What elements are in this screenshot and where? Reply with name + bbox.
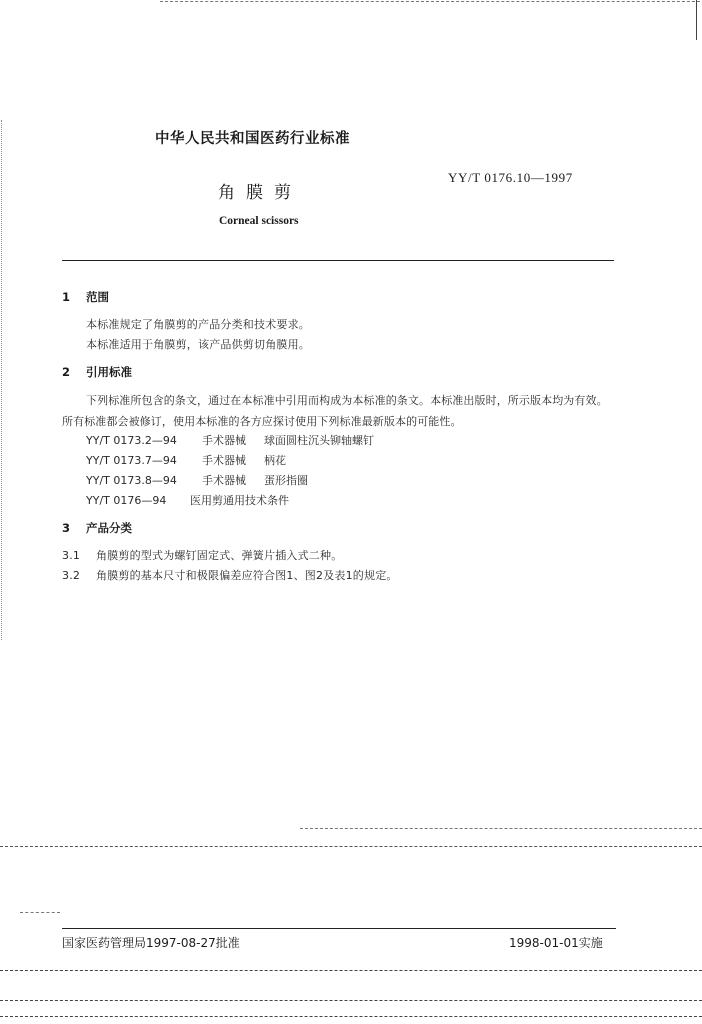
section-1-heading xyxy=(62,289,109,305)
clause-number: 3.1 xyxy=(62,549,81,562)
standard-number: YY/T 0176.10—1997 xyxy=(448,170,573,185)
approval-date: 国家医药管理局1997-08-27批准 xyxy=(62,936,240,950)
scan-dash-line xyxy=(300,828,702,829)
section-2-heading xyxy=(62,364,132,380)
reference-item xyxy=(86,472,308,488)
reference-name: 柄花 xyxy=(264,454,286,467)
reference-category: 手术器械 xyxy=(202,474,246,487)
section-3-heading xyxy=(62,520,132,536)
scan-dash-line xyxy=(0,1000,702,1001)
reference-code: YY/T 0173.8—94 xyxy=(86,474,177,487)
section-title: 产品分类 xyxy=(86,521,132,535)
reference-name: 蛋形指圈 xyxy=(264,474,308,487)
effective-date: 1998-01-01实施 xyxy=(509,936,603,950)
scope-paragraph-2: 本标准适用于角膜剪，该产品供剪切角膜用。 xyxy=(86,338,310,351)
references-intro: 下列标准所包含的条文，通过在本标准中引用而构成为本标准的条文。本标准出版时，所示版本均为有效。所有标准都会被修订，使用本标准的各方应探讨使用下列标准最新版本的可能性。 xyxy=(62,394,608,428)
reference-code: YY/T 0176—94 xyxy=(86,494,167,507)
section-number: 1 xyxy=(62,290,71,304)
scan-dash-line xyxy=(20,912,60,913)
section-title: 引用标准 xyxy=(86,365,132,379)
reference-item xyxy=(86,492,289,508)
section-title: 范围 xyxy=(86,290,109,304)
scan-dash-line xyxy=(0,970,702,971)
header-divider xyxy=(62,260,614,261)
scan-edge-mark xyxy=(696,0,697,40)
clause-3-2 xyxy=(62,567,398,583)
document-title: 角膜剪 xyxy=(218,183,302,203)
scan-dash-line xyxy=(0,1016,702,1017)
footer-divider xyxy=(62,928,616,929)
clause-3-1 xyxy=(62,547,342,563)
clause-number: 3.2 xyxy=(62,569,81,582)
reference-code: YY/T 0173.7—94 xyxy=(86,454,177,467)
reference-item xyxy=(86,432,374,448)
reference-item xyxy=(86,452,286,468)
reference-category: 手术器械 xyxy=(202,454,246,467)
clause-text: 角膜剪的基本尺寸和极限偏差应符合图1、图2及表1的规定。 xyxy=(96,569,398,582)
scan-dash-line xyxy=(160,1,700,2)
issuing-organization: 中华人民共和国医药行业标准 xyxy=(155,131,350,147)
reference-name: 球面圆柱沉头铆轴螺钉 xyxy=(264,434,374,447)
section-number: 3 xyxy=(62,521,71,535)
scan-dash-line xyxy=(0,846,702,847)
scan-edge-mark xyxy=(1,120,2,640)
scope-paragraph-1: 本标准规定了角膜剪的产品分类和技术要求。 xyxy=(86,318,310,331)
reference-category: 医用剪通用技术条件 xyxy=(190,494,289,507)
reference-category: 手术器械 xyxy=(202,434,246,447)
clause-text: 角膜剪的型式为螺钉固定式、弹簧片插入式二种。 xyxy=(96,549,343,562)
section-number: 2 xyxy=(62,365,71,379)
document-title-english: Corneal scissors xyxy=(219,215,299,227)
reference-code: YY/T 0173.2—94 xyxy=(86,434,177,447)
